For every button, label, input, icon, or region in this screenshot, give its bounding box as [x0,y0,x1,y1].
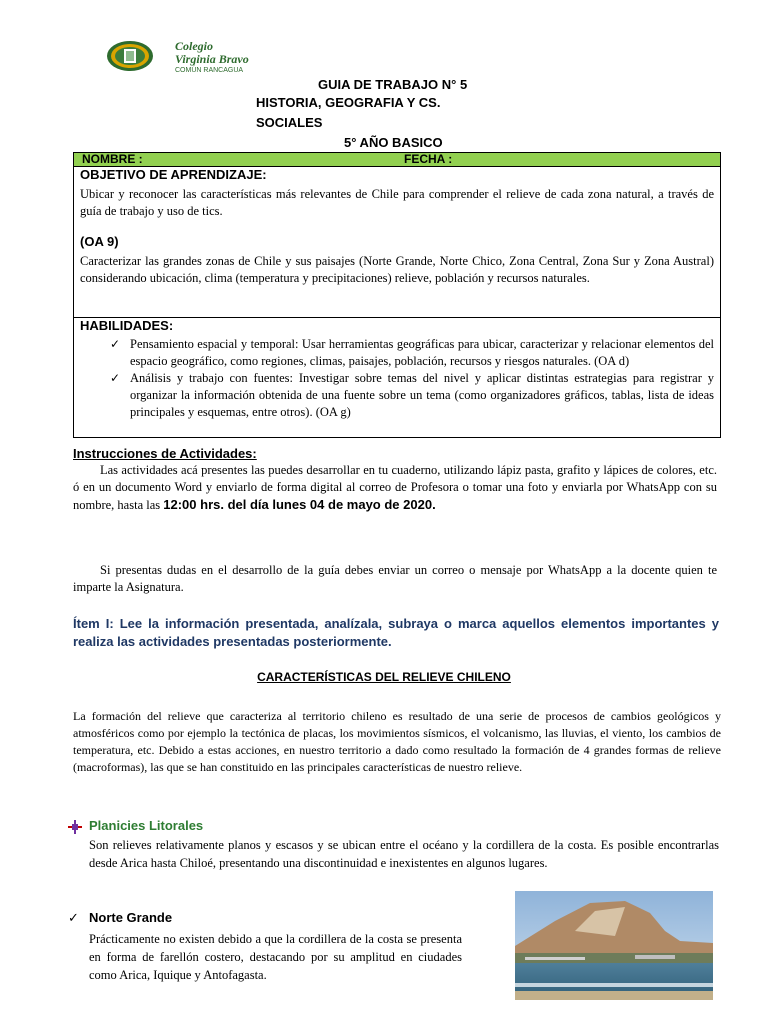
oa-text: Caracterizar las grandes zonas de Chile y sus paisajes (Norte Grande, Norte Chico, Zona Central, Zona Sur y Zona Austral) considerando ubicación, clima (temperatura y precipitaciones) relieve, población y recursos naturales. [80,254,714,285]
info-table [73,152,721,438]
section-title [0,670,768,684]
name-label: NOMBRE : [82,152,143,166]
objective-row [74,167,721,318]
skills-title: HABILIDADES: [80,318,174,333]
norte-grande-text: Prácticamente no existen debido a que la cordillera de la costa se presenta en forma de farellón costero, destacando por su amplitud en ciudades como Arica, Iquique y Antofagasta. [89,932,462,982]
date-label: FECHA : [404,152,453,166]
check-icon: ✓ [110,371,121,385]
item-one-instruction: Ítem I: Lee la información presentada, analízala, subraya o marca aquellos elementos importantes y realiza las actividades presentadas posteriormente. [73,616,719,649]
subsection-planicies: Planicies Litorales [89,818,204,833]
instructions-paragraph [73,462,717,514]
instructions-title: Instrucciones de Actividades: [73,446,257,461]
school-name [175,40,249,75]
skills-row [74,318,721,438]
check-icon: ✓ [110,337,121,351]
grade-title: 5° AÑO BASICO [344,135,443,150]
school-location: COMÚN RANCAGUA [175,67,244,74]
oa-title: (OA 9) [80,234,119,249]
skill-text: Pensamiento espacial y temporal: Usar herramientas geográficas para ubicar, caracterizar y relacionar elementos del espacio geográfico, como regiones, climas, paisajes, población, recursos y riesgos naturales. (OA d) [130,337,714,368]
subject-title: HISTORIA, GEOGRAFIA Y CS. [256,95,441,110]
section-title-text: CARACTERÍSTICAS DEL RELIEVE CHILENO [257,670,511,684]
subsection-norte-grande: Norte Grande [89,910,173,925]
school-logo [106,40,154,72]
name-date-row [74,153,721,167]
skill-item [80,336,714,370]
school-name-line1: Colegio [175,39,213,53]
instructions-text: Las actividades acá presentes las puedes desarrollar en tu cuaderno, utilizando lápiz pasta, grafito y lápices de colores, etc. ó en un documento Word y enviarlo de forma digital al correo de Profesora o tomar una foto y enviarla por WhatsApp con su nombre, hasta las [73,463,717,512]
diamond-bullet-icon [68,820,82,834]
intro-paragraph: La formación del relieve que caracteriza al territorio chileno es resultado de una serie de procesos de cambios geológicos y atmosféricos como por ejemplo la tectónica de placas, los movimientos sísmicos, el volcanismo, las lluvias, el viento, los cambios de temperatura, etc. Debido a estas acciones, en nuestro territorio a dado como resultado la formación de 4 grandes formas de relieve (macroformas), las que se han constituido en las principales características de nuestro relieve. [73,709,721,774]
skill-item [80,370,714,421]
skill-text: Análisis y trabajo con fuentes: Investigar sobre temas del nivel y aplicar distintas estrategias para registrar y organizar la información obtenida de una fuente sobre un tema (como organizadores gráficos, tablas, lista de ideas principales y esquemas, entre otros). (OA g) [130,371,714,419]
planicies-text: Son relieves relativamente planos y escasos y se ubican entre el océano y la cordillera de la costa. Es posible encontrarlas desde Arica hasta Chiloé, presentando una discontinuidad e inexistentes en algunos lugares. [89,838,719,870]
subject-title-cont: SOCIALES [256,115,323,130]
objective-title: OBJETIVO DE APRENDIZAJE: [80,167,267,182]
questions-paragraph: Si presentas dudas en el desarrollo de la guía debes enviar un correo o mensaje por WhatsApp a la docente quien te imparte la Asignatura. [73,563,717,594]
coastal-cliff-photo [515,891,713,1000]
guide-title: GUIA DE TRABAJO N° 5 [318,77,468,92]
school-name-line2: Virginia Bravo [175,52,249,66]
check-icon: ✓ [68,910,79,925]
objective-text: Ubicar y reconocer las características más relevantes de Chile para comprender el relieve de cada zona natural, a través de guía de trabajo y uso de tics. [80,187,714,218]
deadline-text: 12:00 hrs. del día lunes 04 de mayo de 2020. [163,497,436,512]
